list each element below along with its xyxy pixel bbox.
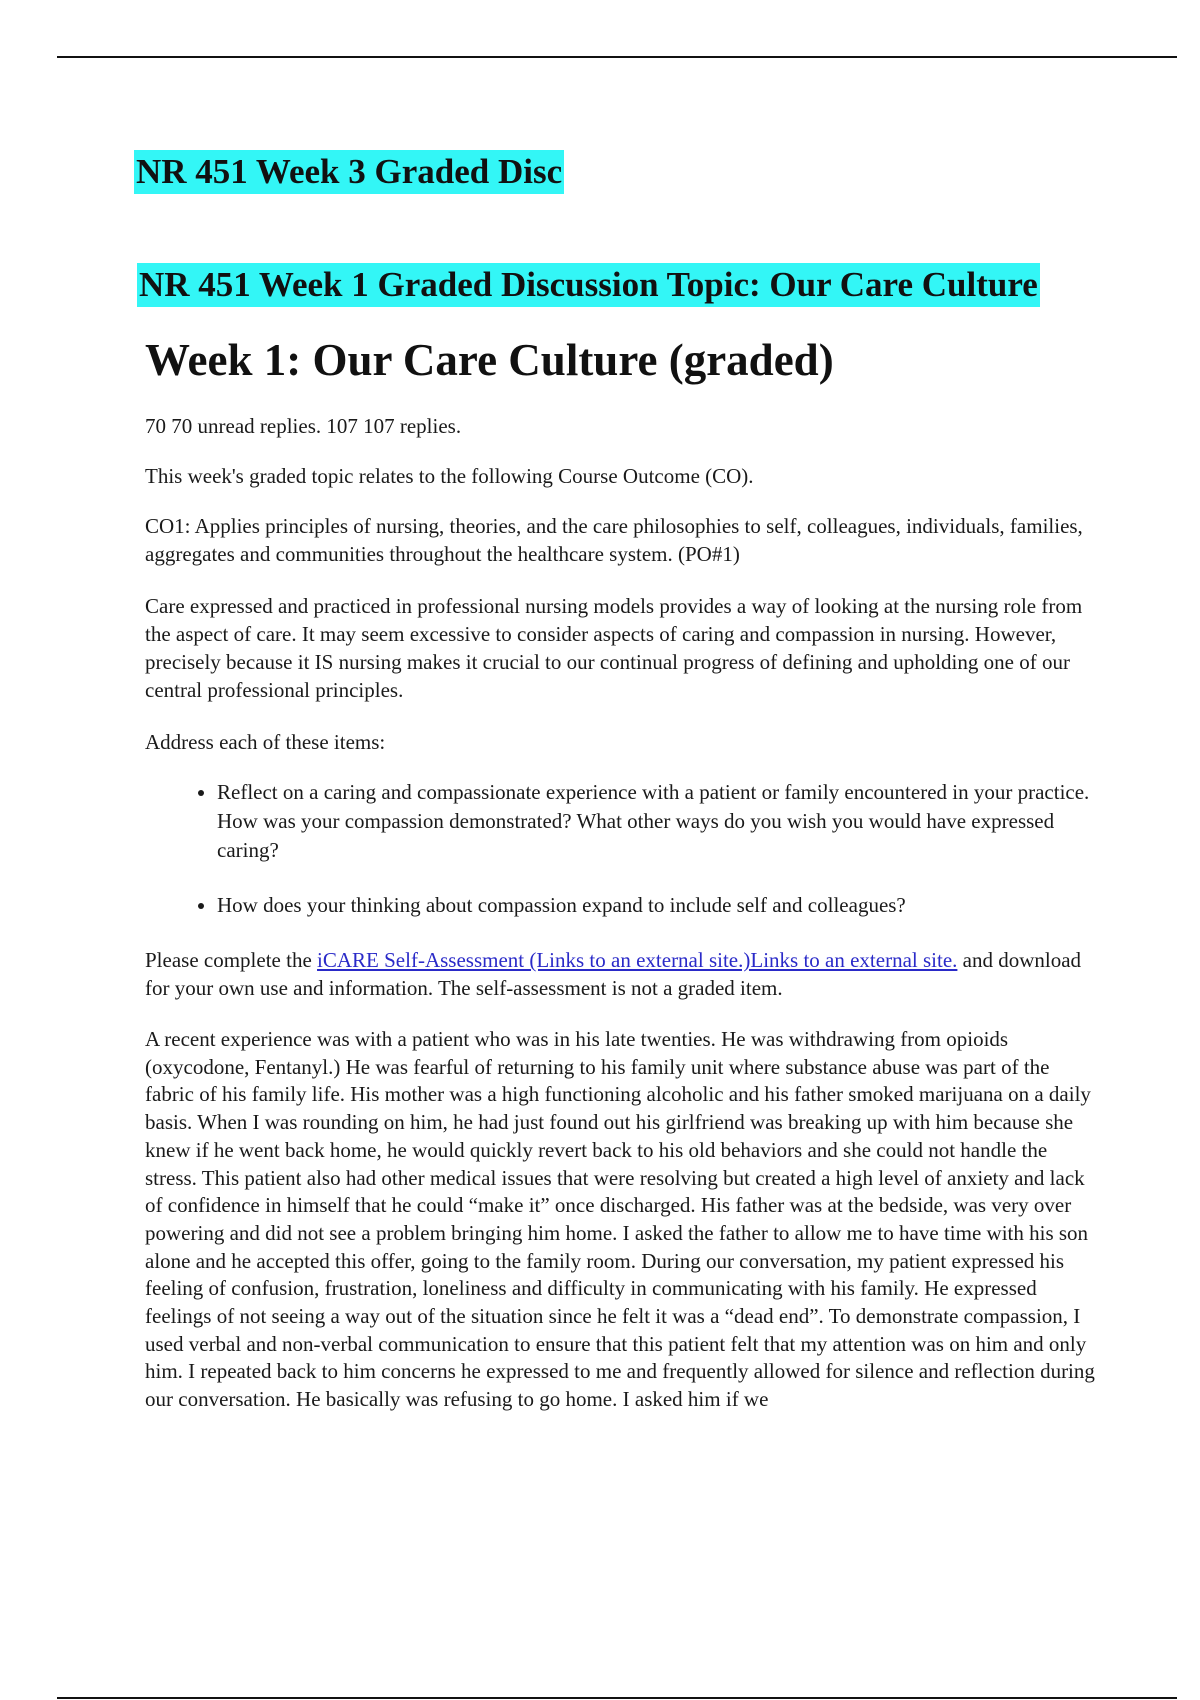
discussion-body (145, 330, 1095, 1414)
care-paragraph: Care expressed and practiced in professional nursing models provides a way of looking at the nursing role from the aspect of care. It may seem excessive to consider aspects of caring and compassion in nursing. However, precisely because it IS nursing makes it crucial to our continual progress of defining and upholding one of our central professional principles. (145, 594, 1083, 702)
address-label: Address each of these items: (145, 730, 386, 754)
reply-counts: 70 70 unread replies. 107 107 replies. (145, 414, 462, 438)
course-outcome-paragraph: CO1: Applies principles of nursing, theories, and the care philosophies to self, colleagues, individuals, families, aggregates and communities throughout the healthcare system. (PO#1) (145, 514, 1083, 566)
intro-paragraph: This week's graded topic relates to the following Course Outcome (CO). (145, 464, 754, 488)
experience-paragraph: A recent experience was with a patient who was in his late twenties. He was withdrawing from opioids (oxycodone, Fentanyl.) He was fearful of returning to his family unit where substance abuse was part of the fabric of his family life. His mother was a high functioning alcoholic and his father smoked marijuana on a daily basis. When I was rounding on him, he had just found out his girlfriend was breaking up with him because she knew if he went back home, he would quickly revert back to his old behaviors and she could not handle the stress. This patient also had other medical issues that were resolving but created a high level of anxiety and lack of confidence in himself that he could “make it” once discharged. His father was at the bedside, was very over powering and did not see a problem bringing him home. I asked the father to allow me to have time with his son alone and he accepted this offer, going to the family room. During our conversation, my patient expressed his feeling of confusion, frustration, loneliness and difficulty in communicating with his family. He expressed feelings of not seeing a way out of the situation since he felt it was a “dead end”. To demonstrate compassion, I used verbal and non-verbal communication to ensure that this patient felt that my attention was on him and only him. I repeated back to him concerns he expressed to me and frequently allowed for silence and reflection during our conversation. He basically was refusing to go home. I asked him if we (145, 1027, 1095, 1412)
self-assessment-paragraph (145, 946, 1095, 1002)
list-item: • Reflect on a caring and compassionate experience with a patient or family encountered in your practice. How was your compassion demonstrated? What other ways do you wish you would have expressed caring? (217, 778, 1095, 865)
icare-self-assessment-link[interactable]: iCARE Self-Assessment (Links to an external site.)Links to an external site. (317, 948, 958, 972)
discussion-heading: Week 1: Our Care Culture (graded) (145, 335, 834, 385)
self-assessment-suffix: and download for your own use and information. The self-assessment is not a graded item. (145, 948, 1082, 1000)
list-item: • How does your thinking about compassion expand to include self and colleagues? (217, 891, 1095, 920)
bottom-rule (57, 1697, 1177, 1699)
highlighted-title-week3: NR 451 Week 3 Graded Disc (134, 150, 564, 194)
highlighted-title-week1: NR 451 Week 1 Graded Discussion Topic: Our Care Culture (137, 263, 1040, 307)
self-assessment-prefix: Please complete the (145, 948, 318, 972)
top-rule (57, 56, 1177, 58)
address-items-list (145, 778, 1095, 920)
